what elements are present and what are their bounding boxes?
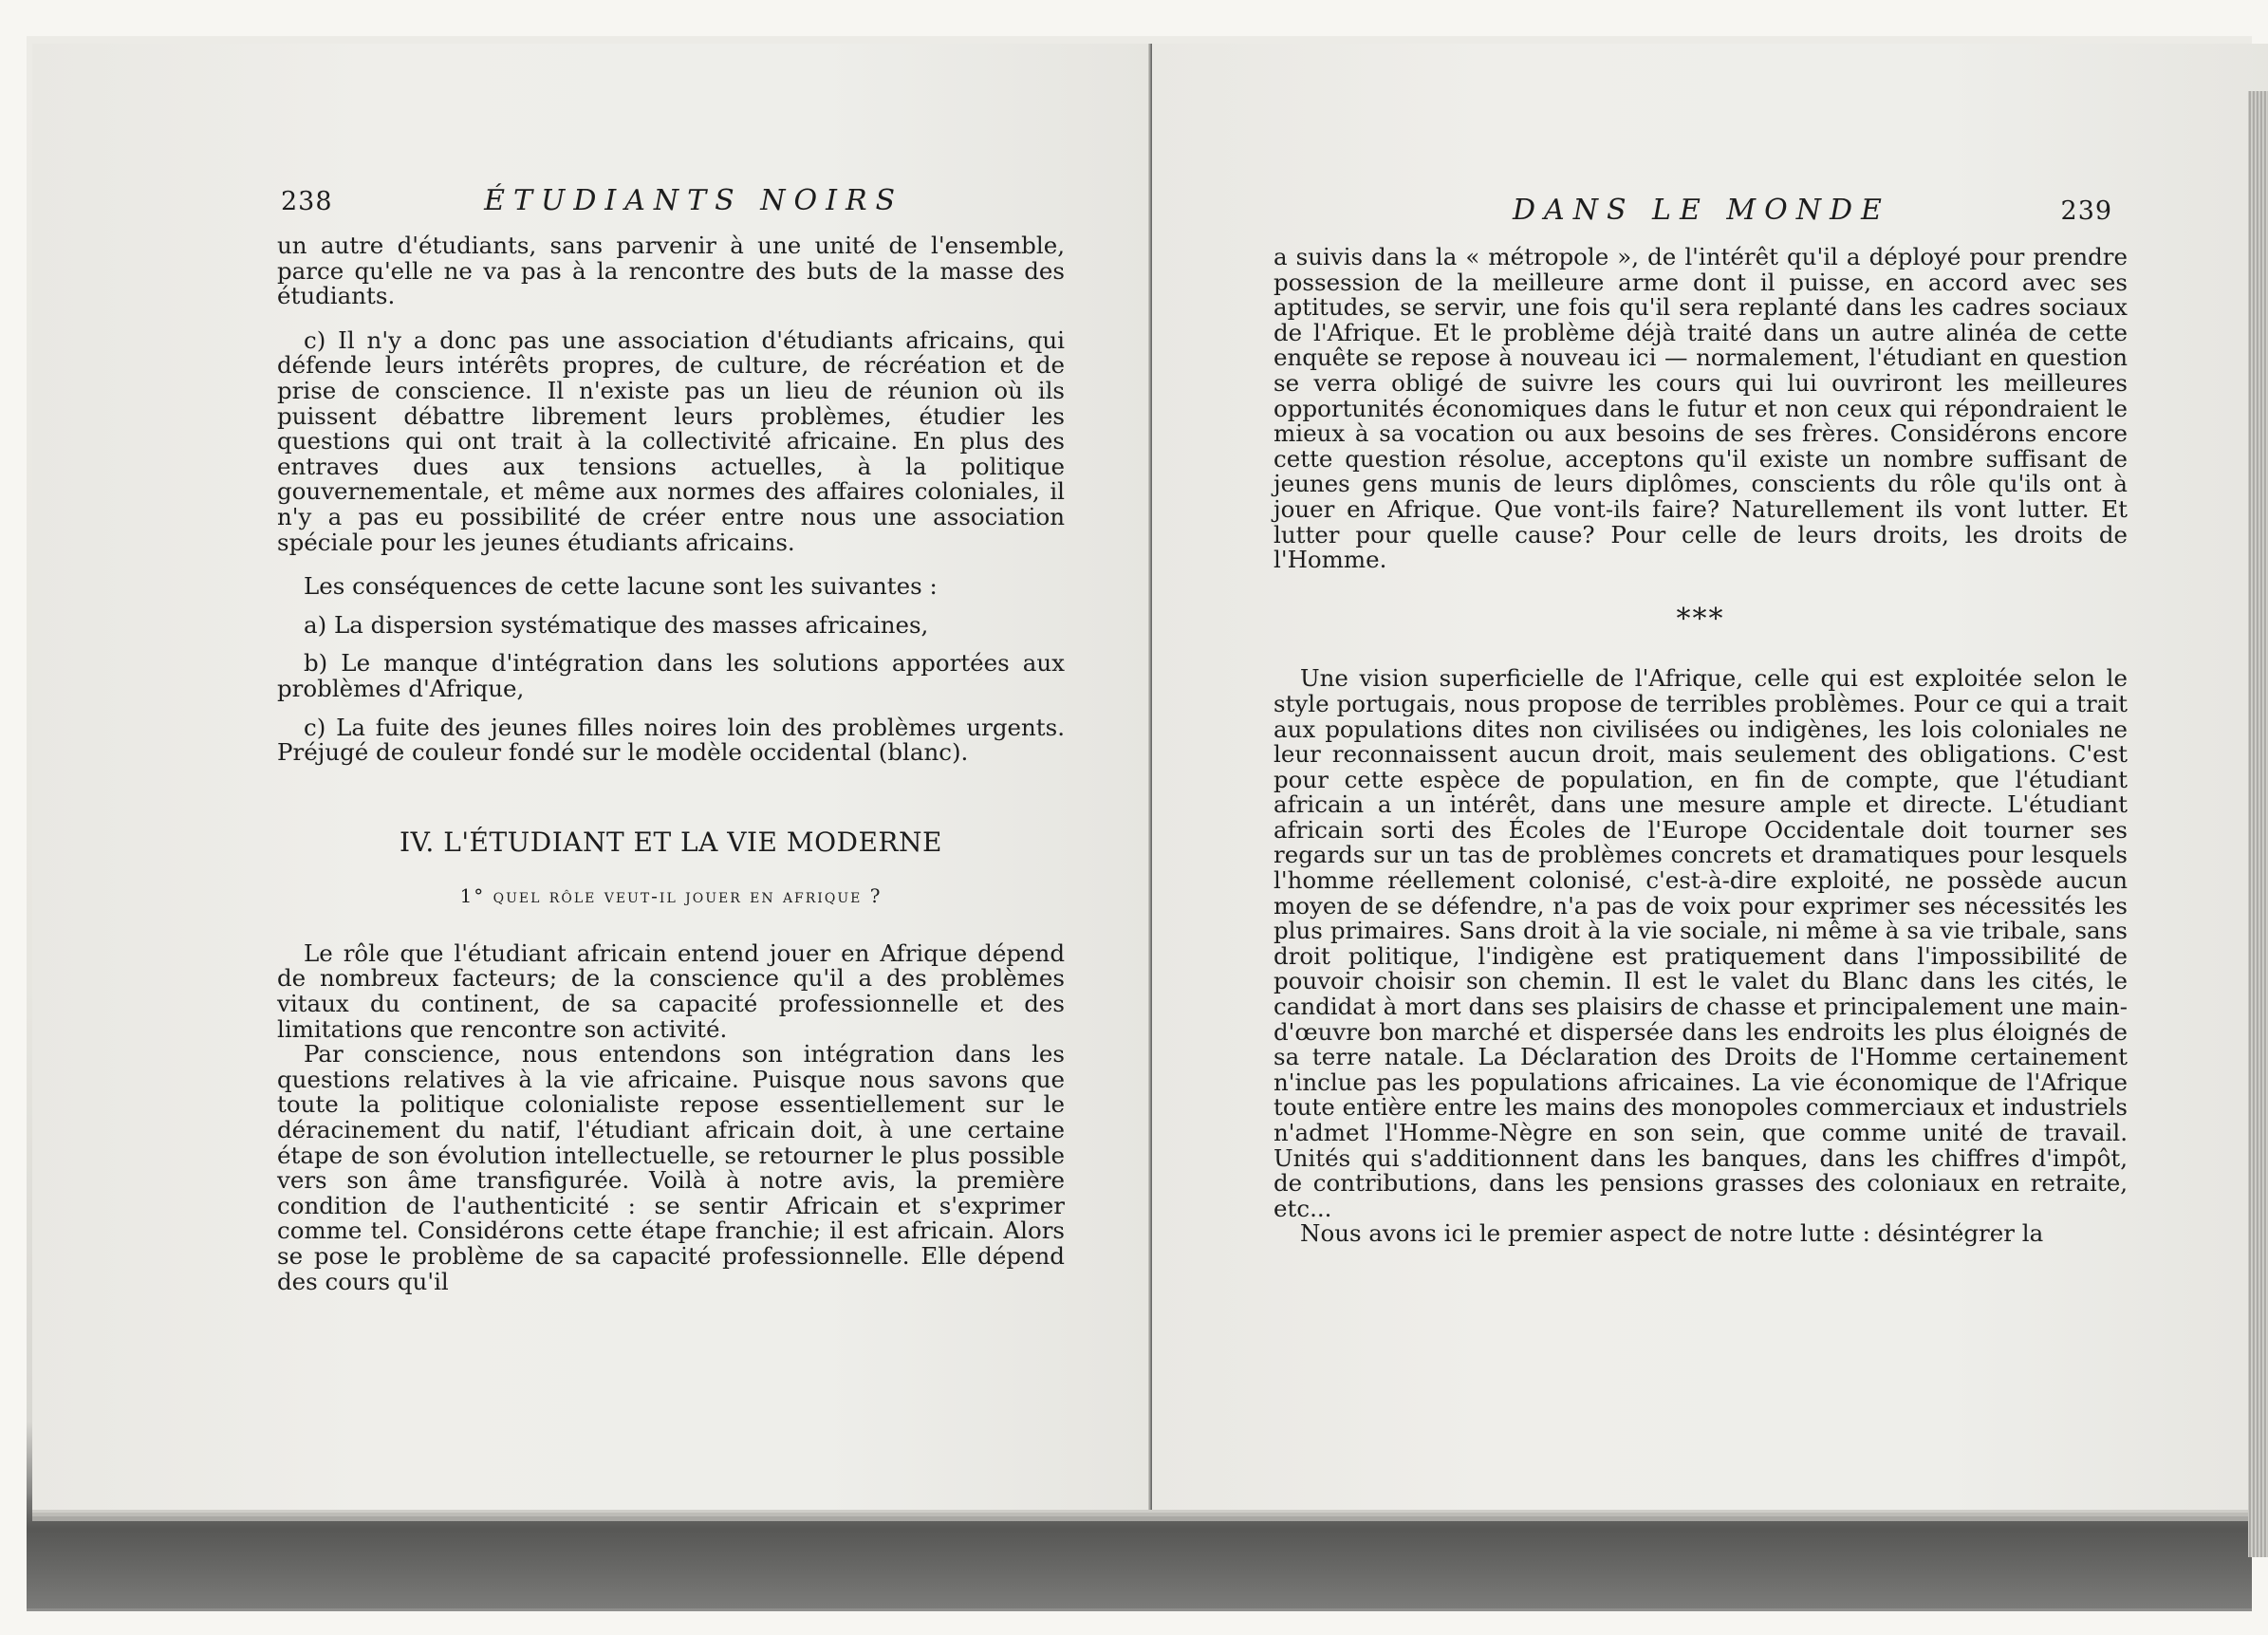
list-item: b) Le manque d'intégration dans les solutions apportées aux problèmes d'Afrique,: [277, 649, 1065, 702]
paragraph: Le rôle que l'étudiant africain entend jouer en Afrique dépend de nombreux facteurs; de la conscience qu'il a des problèmes vitaux du continent, de sa capacité professionnelle et des limitations que rencontre son activité.: [277, 938, 1065, 1043]
left-page-number: 238: [281, 187, 333, 216]
right-page-text: [1273, 245, 2128, 1247]
section-separator: ***: [1676, 602, 1725, 636]
left-page: [32, 44, 1152, 1510]
paragraph: Nous avons ici le premier aspect de notre lutte : désintégrer la: [1300, 1219, 2044, 1248]
paragraph: un autre d'étudiants, sans parvenir à une unité de l'ensemble, parce qu'elle ne va pas à la rencontre des buts de la masse des étudiants.: [277, 232, 1065, 310]
right-running-title: DANS LE MONDE: [1513, 194, 1890, 227]
section-heading: IV. L'ÉTUDIANT ET LA VIE MODERNE: [400, 826, 942, 858]
left-running-head: [281, 184, 903, 217]
paragraph: Les conséquences de cette lacune sont les suivantes :: [304, 572, 938, 601]
paragraph: Par conscience, nous entendons son intégration dans les questions relatives à la vie africaine. Puisque nous savons que toute la politique colonialiste repose essentiellement sur le déracinement du natif, l'étudiant africain doit, à une certaine étape de son évolution intellectuelle, se retourner le plus possible vers son âme transfigurée. Voilà à notre avis, la première condition de l'authenticité : se sentir Africain et s'exprimer comme tel. Considérons cette étape franchie; il est africain. Alors se pose le problème de sa capacité professionnelle. Elle dépend des cours qu'il: [277, 1040, 1065, 1295]
left-running-title: ÉTUDIANTS NOIRS: [484, 184, 904, 217]
subsection-heading: 1° quel rôle veut-il jouer en afrique ?: [459, 884, 883, 908]
list-item: a) La dispersion systématique des masses africaines,: [304, 610, 929, 639]
paragraph: Une vision superficielle de l'Afrique, celle qui est exploitée selon le style portugais, nous propose de terribles problèmes. Pour ce qui a trait aux populations dites non civilisées ou indigènes, les lois coloniales ne leur reconnaissent aucun droit, mais seulement des obligations. C'est pour cette espèce de population, en fin de compte, que l'étudiant africain a un intérêt, dans une mesure ample et directe. L'étudiant africain sorti des Écoles de l'Europe Occidentale doit tourner ses regards sur un tas de problèmes concrets et dramatiques pour lesquels l'homme réellement colonisé, c'est-à-dire exploité, ne possède aucun moyen de se défendre, n'a pas de voix pour exprimer ses nécessités les plus primaires. Sans droit à la vie sociale, ni même à sa vie tribale, sans droit politique, l'indigène est pratiquement dans l'impossibilité de pouvoir choisir son chemin. Il est le valet du Blanc dans les cités, le candidat à mort dans ses plaisirs de chasse et principalement une main-d'œuvre bon marché et dispersée dans les endroits les plus éloignés de sa terre natale. La Déclaration des Droits de l'Homme certainement n'inclue pas les populations africaines. La vie économique de l'Afrique toute entière entre les mains des monopoles commerciaux et industriels n'admet l'Homme-Nègre en son sein, que comme unité de travail. Unités qui s'additionnent dans les banques, dans les chiffres d'impôt, de contributions, dans les pensions grasses des coloniaux en retraite, etc...: [1273, 664, 2128, 1222]
paragraph: a suivis dans la « métropole », de l'intérêt qu'il a déployé pour prendre possession de la meilleure arme dont il puisse, en accord avec ses aptitudes, se servir, une fois qu'il sera replanté dans les cadres sociaux de l'Afrique. Et le problème déjà traité dans un autre alinéa de cette enquête se repose à nouveau ici — normalement, l'étudiant en question se verra obligé de suivre les cours qui lui ouvriront les meilleures opportunités économiques dans le futur et non ceux qui répondraient le mieux à sa vocation ou aux besoins de ses frères. Considérons encore cette question résolue, acceptons qu'il existe un nombre suffisant de jeunes gens munis de leurs diplômes, conscients du rôle qu'ils ont à jouer en Afrique. Que vont-ils faire? Naturellement ils vont lutter. Et lutter pour quelle cause? Pour celle de leurs droits, les droits de l'Homme.: [1273, 243, 2128, 574]
right-page-number: 239: [2060, 196, 2113, 226]
right-running-head: [1513, 194, 2112, 227]
left-page-text: [277, 233, 1065, 1294]
list-item: c) La fuite des jeunes filles noires loin des problèmes urgents. Préjugé de couleur fondé sur le modèle occidental (blanc).: [277, 713, 1065, 767]
paragraph: c) Il n'y a donc pas une association d'étudiants africains, qui défende leurs intérêts propres, de culture, de récréation et de prise de conscience. Il n'existe pas un lieu de réunion où ils puissent débattre librement leurs problèmes, étudier les questions qui ont trait à la collectivité africaine. En plus des entraves dues aux tensions actuelles, à la politique gouvernementale, et même aux normes des affaires coloniales, il n'y a pas eu possibilité de créer entre nous une association spéciale pour les jeunes étudiants africains.: [277, 325, 1065, 556]
open-book: [32, 44, 2215, 1524]
page-stack-edge: [2248, 91, 2268, 1557]
right-page: [1152, 44, 2268, 1510]
